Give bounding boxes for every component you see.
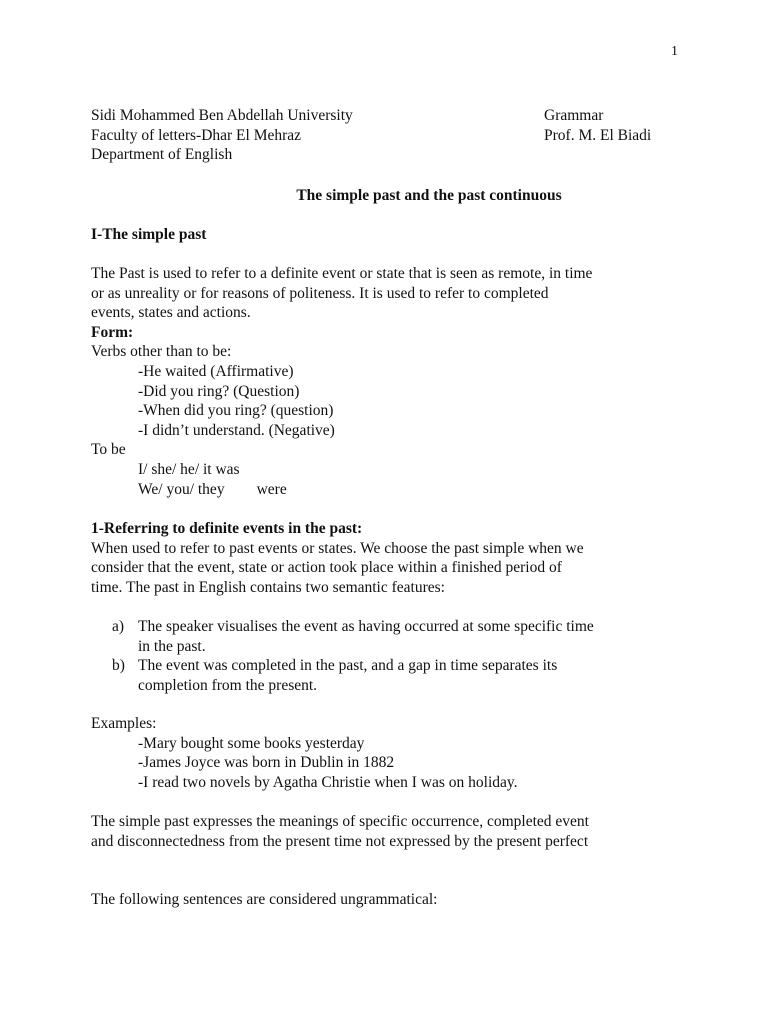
professor-name: Prof. M. El Biadi (544, 126, 652, 144)
faculty-name: Faculty of letters-Dhar El Mehraz (91, 126, 302, 144)
verb-example: -I didn’t understand. (Negative) (138, 421, 335, 439)
example-item: -I read two novels by Agatha Christie when I was on holiday. (138, 773, 518, 791)
university-name: Sidi Mohammed Ben Abdellah University (91, 107, 353, 124)
department-name: Department of English (91, 146, 233, 164)
course-name: Grammar (544, 107, 604, 124)
list-item: b) The event was completed in the past, and a gap in time separates its completion from the present. (112, 657, 558, 694)
header-course (544, 106, 651, 145)
ungrammatical-intro: The following sentences are considered ungrammatical: (91, 891, 438, 908)
section-definite-events: 1-Referring to definite events in the past: When used to refer to past events or states. We choose the past simple when we consider that the event, state or action took place within a finished period of time. The past in English contains two semantic features: (91, 519, 691, 597)
example-item: -James Joyce was born in Dublin in 1882 (138, 754, 395, 772)
page-number: 1 (671, 44, 678, 59)
section-heading-simple-past: I-The simple past (91, 226, 207, 243)
list-item: a) The speaker visualises the event as having occurred at some specific time in the past. (112, 618, 594, 655)
form-label: Form: (91, 323, 134, 341)
intro-paragraph: The Past is used to refer to a definite event or state that is seen as remote, in time or as unreality or for reasons of politeness. It is used to refer to completed events, states and actions. Form: Verbs other than to be: -He waited (Affirmative) -Did you ring? (Question) -When did you ring? (question) -I didn’t understand. (Negative) To be I/ she/ he/ it was We/ you/ they were (91, 264, 691, 499)
document-title: The simple past and the past continuous (296, 187, 562, 204)
header-institution (91, 106, 353, 165)
example-item: -Mary bought some books yesterday (138, 734, 365, 752)
verbs-label: Verbs other than to be: (91, 343, 232, 361)
to-be-singular: I/ she/ he/ it was (138, 460, 240, 478)
verb-example: -Did you ring? (Question) (138, 382, 300, 400)
section-heading-definite-events: 1-Referring to definite events in the past: (91, 520, 363, 537)
examples-label: Examples: (91, 715, 157, 732)
verb-example: -He waited (Affirmative) (138, 362, 294, 380)
to-be-label: To be (91, 441, 126, 459)
semantic-features-list (112, 617, 692, 695)
examples-block (91, 714, 691, 792)
verb-example: -When did you ring? (question) (138, 402, 334, 420)
summary-paragraph: The simple past expresses the meanings of specific occurrence, completed event and disconnectedness from the present time not expressed by the present perfect (91, 813, 589, 850)
to-be-plural: We/ you/ they were (138, 480, 287, 498)
